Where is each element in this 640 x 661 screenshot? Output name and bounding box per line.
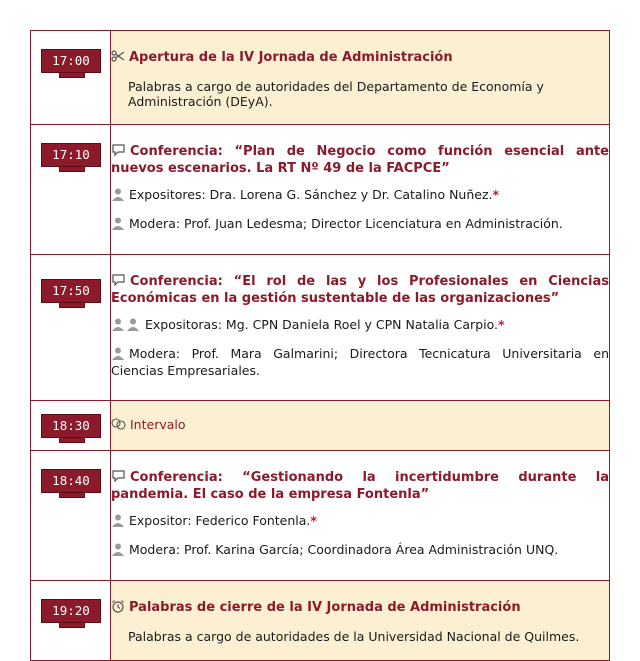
time-badge: 17:50 [41, 279, 101, 303]
speakers-line [111, 187, 609, 204]
session-title-row [111, 469, 609, 502]
two-persons-icon [111, 317, 141, 334]
coffee-break-icon [111, 417, 126, 434]
agenda-row [31, 401, 610, 451]
time-cell [31, 125, 111, 255]
intervalo-label: Intervalo [130, 417, 186, 432]
session-title-row [111, 143, 609, 176]
time-badge: 19:20 [41, 599, 101, 623]
intervalo-line [111, 417, 609, 434]
time-cell [31, 451, 111, 581]
speakers-line [111, 317, 609, 334]
time-badge: 18:30 [41, 414, 101, 438]
moderator-text: Modera: Prof. Mara Galmarini; Directora Tecnicatura Universitaria en Ciencias Empresariales. [111, 346, 609, 378]
agenda-row [31, 31, 610, 125]
content-cell [111, 255, 610, 401]
agenda-row [31, 125, 610, 255]
agenda-row [31, 581, 610, 661]
person-icon [111, 542, 125, 559]
speech-bubble-icon [111, 273, 126, 291]
content-cell [111, 401, 610, 451]
speech-bubble-icon [111, 143, 126, 161]
agenda-row [31, 451, 610, 581]
session-title-row [111, 273, 609, 306]
moderator-line [111, 542, 609, 559]
time-cell [31, 255, 111, 401]
session-title-row [111, 49, 609, 67]
speakers-text: Expositoras: Mg. CPN Daniela Roel y CPN Natalia Carpio. [145, 317, 498, 332]
star-mark: * [498, 317, 505, 332]
session-title: Conferencia: “El rol de las y los Profesionales en Ciencias Económicas en la gestión sustentable de las organizaciones” [111, 274, 609, 306]
session-description: Palabras a cargo de autoridades de la Universidad Nacional de Quilmes. [128, 629, 580, 644]
moderator-text: Modera: Prof. Karina García; Coordinadora Área Administración UNQ. [129, 542, 559, 557]
time-badge: 17:10 [41, 143, 101, 167]
speakers-text: Expositores: Dra. Lorena G. Sánchez y Dr. Catalino Nuñez. [129, 187, 493, 202]
person-icon [111, 513, 125, 530]
agenda-row [31, 255, 610, 401]
session-description: Palabras a cargo de autoridades del Departamento de Economía y Administración (DEyA). [128, 79, 544, 109]
moderator-line [111, 216, 609, 233]
scissors-icon [111, 49, 125, 67]
star-mark: * [310, 513, 317, 528]
time-cell [31, 581, 111, 661]
star-mark: * [492, 187, 500, 202]
session-title: Conferencia: “Gestionando la incertidumbre durante la pandemia. El caso de la empresa Fontenla” [111, 470, 609, 502]
time-cell [31, 401, 111, 451]
speakers-text: Expositor: Federico Fontenla. [129, 513, 311, 528]
time-badge: 17:00 [41, 49, 101, 73]
session-title: Apertura de la IV Jornada de Administración [129, 50, 453, 65]
person-icon [111, 187, 125, 204]
time-badge: 18:40 [41, 469, 101, 493]
speech-bubble-icon [111, 469, 126, 487]
speakers-line [111, 513, 609, 530]
person-icon [111, 216, 125, 233]
session-title-row [111, 599, 609, 617]
session-title: Conferencia: “Plan de Negocio como función esencial ante nuevos escenarios. La RT Nº 49 de la FACPCE” [111, 144, 609, 176]
content-cell [111, 451, 610, 581]
person-icon [111, 346, 125, 363]
content-cell [111, 125, 610, 255]
time-cell [31, 31, 111, 125]
session-title: Palabras de cierre de la IV Jornada de Administración [129, 600, 521, 615]
alarm-clock-icon [111, 599, 125, 617]
moderator-text: Modera: Prof. Juan Ledesma; Director Licenciatura en Administración. [129, 216, 563, 231]
agenda-table [30, 30, 610, 661]
content-cell [111, 31, 610, 125]
content-cell [111, 581, 610, 661]
moderator-line [111, 346, 609, 378]
